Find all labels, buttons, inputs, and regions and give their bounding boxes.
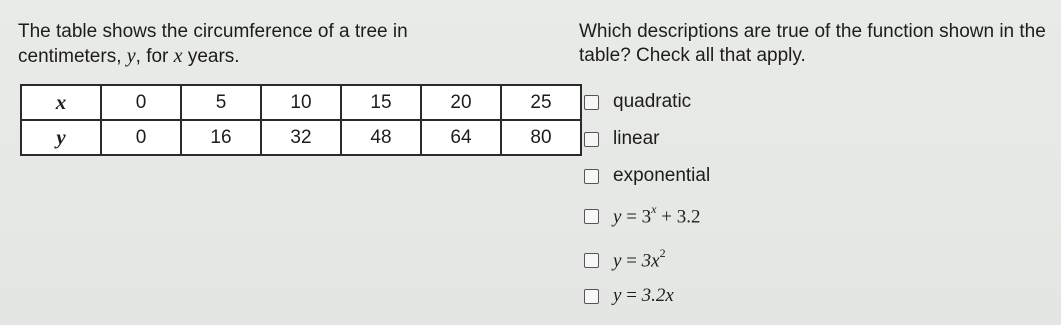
equation: $y = 3x^2$ bbox=[613, 246, 666, 272]
table-row-y bbox=[21, 120, 581, 155]
equation: y = 3.2x bbox=[613, 285, 674, 306]
option-exponential[interactable] bbox=[584, 165, 710, 187]
checkbox[interactable] bbox=[584, 289, 599, 304]
prompt-line-2-mid: , for bbox=[135, 46, 174, 67]
option-label: quadratic bbox=[613, 91, 692, 112]
prompt-text bbox=[18, 20, 578, 69]
checkbox[interactable] bbox=[584, 169, 599, 184]
option-quadratic[interactable] bbox=[584, 91, 691, 113]
checkbox[interactable] bbox=[584, 209, 599, 224]
checkbox[interactable] bbox=[584, 132, 599, 147]
table-cell: 0 bbox=[101, 85, 181, 120]
variable-y: y bbox=[126, 45, 136, 67]
table-cell: 16 bbox=[181, 120, 261, 155]
option-label: exponential bbox=[613, 165, 711, 186]
question-block bbox=[579, 20, 1049, 68]
table-cell: 80 bbox=[501, 120, 581, 155]
table-cell: 32 bbox=[261, 120, 341, 155]
prompt-line-2-pre: centimeters, bbox=[18, 46, 127, 67]
table-cell: 25 bbox=[501, 85, 581, 120]
table-cell: 5 bbox=[181, 85, 261, 120]
table-cell: 20 bbox=[421, 85, 501, 120]
table-header-x: x bbox=[21, 85, 101, 120]
table-cell: 48 bbox=[341, 120, 421, 155]
question-line-2: table? Check all that apply. bbox=[579, 45, 806, 66]
option-equation-3[interactable] bbox=[584, 285, 674, 307]
prompt-line-1: The table shows the circumference of a tree in bbox=[18, 21, 408, 42]
data-table bbox=[20, 84, 582, 156]
variable-x: x bbox=[173, 45, 183, 67]
table-cell: 64 bbox=[421, 120, 501, 155]
equation: $y = 3^x + 3.2$ bbox=[613, 202, 701, 228]
checkbox[interactable] bbox=[584, 253, 599, 268]
option-linear[interactable] bbox=[584, 128, 659, 150]
checkbox[interactable] bbox=[584, 95, 599, 110]
prompt-line-2-post: years. bbox=[182, 46, 240, 67]
question-line-1: Which descriptions are true of the function shown in the bbox=[579, 21, 1046, 42]
option-equation-1[interactable] bbox=[584, 204, 700, 228]
prompt-block bbox=[18, 20, 578, 69]
table-cell: 10 bbox=[261, 85, 341, 120]
option-label: linear bbox=[613, 128, 660, 149]
table-cell: 0 bbox=[101, 120, 181, 155]
question-text bbox=[579, 20, 1049, 68]
table-cell: 15 bbox=[341, 85, 421, 120]
table-header-y: y bbox=[21, 120, 101, 155]
table-row-x bbox=[21, 85, 581, 120]
option-equation-2[interactable] bbox=[584, 248, 666, 272]
